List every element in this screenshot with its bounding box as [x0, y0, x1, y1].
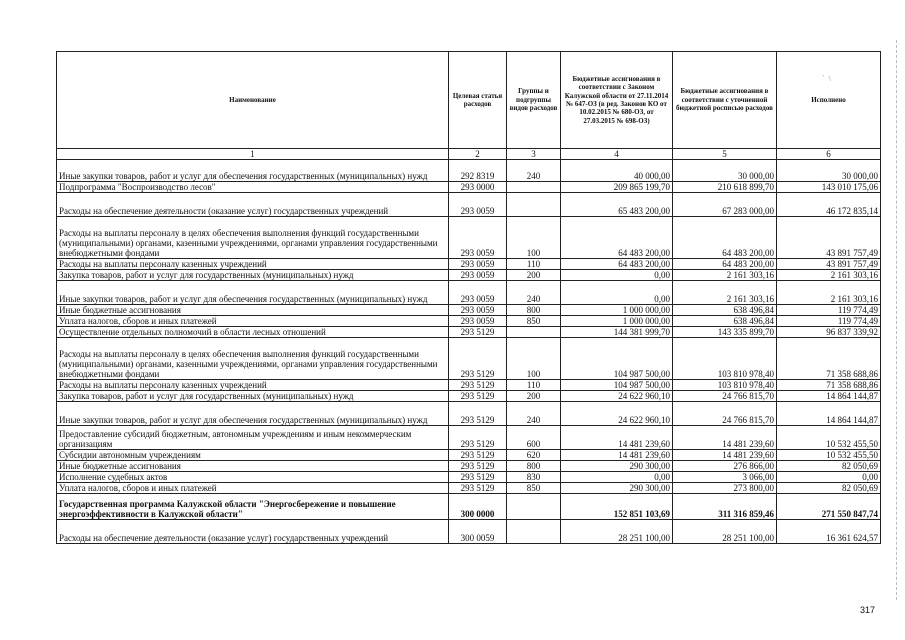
row-group [507, 193, 561, 217]
row-name: Расходы на выплаты персоналу в целях обеспечения выполнения функций государственными (муниципальными) органами, казенными учреждениями, органами управления государственными внебюджетными фондами [57, 338, 449, 380]
row-name: Государственная программа Калужской области "Энергосбережение и повышение энергоэффективности в Калужской области" [57, 494, 449, 520]
row-plan: 103 810 978,40 [673, 338, 777, 380]
row-article: 292 8319 [449, 160, 507, 182]
row-name: Уплата налогов, сборов и иных платежей [57, 316, 449, 327]
row-name: Расходы на обеспечение деятельности (оказание услуг) государственных учреждений [57, 520, 449, 544]
row-name: Иные бюджетные ассигнования [57, 305, 449, 316]
column-number: 3 [507, 149, 561, 160]
row-group: 200 [507, 270, 561, 281]
table-row [57, 327, 881, 338]
row-done: 82 050,69 [777, 483, 881, 494]
row-plan: 24 766 815,70 [673, 391, 777, 402]
column-number: 4 [561, 149, 673, 160]
row-done: 43 891 757,49 [777, 217, 881, 259]
row-law: 40 000,00 [561, 160, 673, 182]
row-law: 152 851 103,69 [561, 494, 673, 520]
row-name: Иные бюджетные ассигнования [57, 461, 449, 472]
row-name: Закупка товаров, работ и услуг для государственных (муниципальных) нужд [57, 391, 449, 402]
row-plan: 2 161 303,16 [673, 281, 777, 305]
row-article: 293 0059 [449, 193, 507, 217]
table-row [57, 520, 881, 544]
row-article: 293 5129 [449, 461, 507, 472]
row-name: Иные закупки товаров, работ и услуг для обеспечения государственных (муниципальных) нужд [57, 160, 449, 182]
row-article: 293 5129 [449, 483, 507, 494]
row-law: 28 251 100,00 [561, 520, 673, 544]
row-law: 64 483 200,00 [561, 217, 673, 259]
row-group: 600 [507, 426, 561, 450]
header-group: Группы и подгруппы видов расходов [507, 52, 561, 149]
table-row [57, 281, 881, 305]
row-plan: 64 483 200,00 [673, 217, 777, 259]
row-name: Предоставление субсидий бюджетным, автономным учреждениям и иным некоммерческим организациям [57, 426, 449, 450]
table-row [57, 391, 881, 402]
row-law: 24 622 960,10 [561, 391, 673, 402]
row-name: Расходы на выплаты персоналу в целях обеспечения выполнения функций государственными (муниципальными) органами, казенными учреждениями, органами управления государственными внебюджетными фондами [57, 217, 449, 259]
row-name: Расходы на выплаты персоналу казенных учреждений [57, 380, 449, 391]
table-row [57, 402, 881, 426]
row-article: 293 5129 [449, 338, 507, 380]
row-plan: 30 000,00 [673, 160, 777, 182]
row-group: 850 [507, 483, 561, 494]
row-article: 293 0059 [449, 259, 507, 270]
header-article: Целевая статья расходов [449, 52, 507, 149]
table-row [57, 182, 881, 193]
row-article: 293 0000 [449, 182, 507, 193]
table-row [57, 160, 881, 182]
row-plan: 14 481 239,60 [673, 450, 777, 461]
row-done: 271 550 847,74 [777, 494, 881, 520]
row-group: 200 [507, 391, 561, 402]
row-done: 71 358 688,86 [777, 380, 881, 391]
row-group: 850 [507, 316, 561, 327]
row-done: 43 891 757,49 [777, 259, 881, 270]
table-row [57, 259, 881, 270]
row-name: Субсидии автономным учреждениям [57, 450, 449, 461]
row-group: 800 [507, 305, 561, 316]
row-done: 2 161 303,16 [777, 281, 881, 305]
row-plan: 14 481 239,60 [673, 426, 777, 450]
row-plan: 3 066,00 [673, 472, 777, 483]
row-article: 293 0059 [449, 305, 507, 316]
header-name: Наименование [57, 52, 449, 149]
row-done: 143 010 175,06 [777, 182, 881, 193]
row-name: Исполнение судебных актов [57, 472, 449, 483]
table-row [57, 338, 881, 380]
row-name: Расходы на обеспечение деятельности (оказание услуг) государственных учреждений [57, 193, 449, 217]
row-done: 10 532 455,50 [777, 426, 881, 450]
row-done: 14 864 144,87 [777, 402, 881, 426]
row-plan: 103 810 978,40 [673, 380, 777, 391]
row-group: 240 [507, 160, 561, 182]
row-plan: 210 618 899,70 [673, 182, 777, 193]
table-row [57, 316, 881, 327]
row-plan: 638 496,84 [673, 316, 777, 327]
row-article: 293 0059 [449, 217, 507, 259]
row-article: 293 0059 [449, 270, 507, 281]
table-row [57, 472, 881, 483]
row-article: 293 5129 [449, 327, 507, 338]
header-law-allocation: Бюджетные ассигнования в соответствии с Законом Калужской области от 27.11.2014 № 647-ОЗ (в ред. Законов КО от 10.02.2015 № 680-ОЗ, от 27.03.2015 № 698-ОЗ) [561, 52, 673, 149]
row-law: 24 622 960,10 [561, 402, 673, 426]
row-plan: 24 766 815,70 [673, 402, 777, 426]
row-name: Осуществление отдельных полномочий в области лесных отношений [57, 327, 449, 338]
column-number-row [57, 149, 881, 160]
row-law: 64 483 200,00 [561, 259, 673, 270]
table-row-program-total [57, 494, 881, 520]
column-number: 5 [673, 149, 777, 160]
row-done: 119 774,49 [777, 316, 881, 327]
row-name: Закупка товаров, работ и услуг для государственных (муниципальных) нужд [57, 270, 449, 281]
row-law: 144 381 999,70 [561, 327, 673, 338]
table-row [57, 193, 881, 217]
row-group [507, 182, 561, 193]
row-law: 65 483 200,00 [561, 193, 673, 217]
table-row [57, 461, 881, 472]
row-group: 620 [507, 450, 561, 461]
row-done: 0,00 [777, 472, 881, 483]
table-row [57, 380, 881, 391]
row-law: 209 865 199,70 [561, 182, 673, 193]
row-article: 293 5129 [449, 450, 507, 461]
row-group: 800 [507, 461, 561, 472]
column-number: 6 [777, 149, 881, 160]
row-done: 16 361 624,57 [777, 520, 881, 544]
row-group: 240 [507, 281, 561, 305]
table-row [57, 483, 881, 494]
row-plan: 28 251 100,00 [673, 520, 777, 544]
row-article: 293 0059 [449, 316, 507, 327]
row-plan: 311 316 859,46 [673, 494, 777, 520]
table-row [57, 217, 881, 259]
row-done: 82 050,69 [777, 461, 881, 472]
row-group: 110 [507, 380, 561, 391]
row-plan: 2 161 303,16 [673, 270, 777, 281]
budget-table [56, 51, 881, 544]
row-article: 293 5129 [449, 426, 507, 450]
row-done: 71 358 688,86 [777, 338, 881, 380]
row-plan: 143 335 899,70 [673, 327, 777, 338]
row-group [507, 327, 561, 338]
column-number: 1 [57, 149, 449, 160]
row-law: 14 481 239,60 [561, 450, 673, 461]
row-law: 104 987 500,00 [561, 338, 673, 380]
row-group: 100 [507, 338, 561, 380]
header-row [57, 52, 881, 149]
row-law: 14 481 239,60 [561, 426, 673, 450]
page-number: 317 [860, 605, 876, 615]
row-done: 10 532 455,50 [777, 450, 881, 461]
row-group [507, 520, 561, 544]
row-name: Уплата налогов, сборов и иных платежей [57, 483, 449, 494]
row-plan: 64 483 200,00 [673, 259, 777, 270]
row-done: 30 000,00 [777, 160, 881, 182]
row-group [507, 494, 561, 520]
row-law: 0,00 [561, 472, 673, 483]
table-row [57, 270, 881, 281]
row-group: 240 [507, 402, 561, 426]
row-article: 293 5129 [449, 391, 507, 402]
row-law: 0,00 [561, 270, 673, 281]
row-group: 100 [507, 217, 561, 259]
row-article: 293 0059 [449, 281, 507, 305]
row-name: Иные закупки товаров, работ и услуг для обеспечения государственных (муниципальных) нужд [57, 281, 449, 305]
scan-mark: ` \ [822, 74, 831, 83]
row-article: 293 5129 [449, 472, 507, 483]
row-law: 0,00 [561, 281, 673, 305]
table-row [57, 305, 881, 316]
row-name: Расходы на выплаты персоналу казенных учреждений [57, 259, 449, 270]
row-done: 2 161 303,16 [777, 270, 881, 281]
table-row [57, 426, 881, 450]
row-done: 46 172 835,14 [777, 193, 881, 217]
row-plan: 273 800,00 [673, 483, 777, 494]
row-article: 293 5129 [449, 402, 507, 426]
row-done: 119 774,49 [777, 305, 881, 316]
row-done: 14 864 144,87 [777, 391, 881, 402]
row-article: 293 5129 [449, 380, 507, 391]
row-group: 110 [507, 259, 561, 270]
row-plan: 67 283 000,00 [673, 193, 777, 217]
table-row [57, 450, 881, 461]
row-law: 290 300,00 [561, 461, 673, 472]
row-article: 300 0000 [449, 494, 507, 520]
row-name: Иные закупки товаров, работ и услуг для обеспечения государственных (муниципальных) нужд [57, 402, 449, 426]
binding-edge-line [896, 40, 897, 600]
column-number: 2 [449, 149, 507, 160]
row-done: 96 837 339,92 [777, 327, 881, 338]
row-plan: 276 866,00 [673, 461, 777, 472]
row-law: 290 300,00 [561, 483, 673, 494]
row-law: 1 000 000,00 [561, 305, 673, 316]
row-law: 1 000 000,00 [561, 316, 673, 327]
row-name: Подпрограмма "Воспроизводство лесов" [57, 182, 449, 193]
header-plan-allocation: Бюджетные ассигнования в соответствии с уточненной бюджетной росписью расходов [673, 52, 777, 149]
row-plan: 638 496,84 [673, 305, 777, 316]
row-group: 830 [507, 472, 561, 483]
row-article: 300 0059 [449, 520, 507, 544]
row-law: 104 987 500,00 [561, 380, 673, 391]
header-executed: Исполнено [777, 52, 881, 149]
